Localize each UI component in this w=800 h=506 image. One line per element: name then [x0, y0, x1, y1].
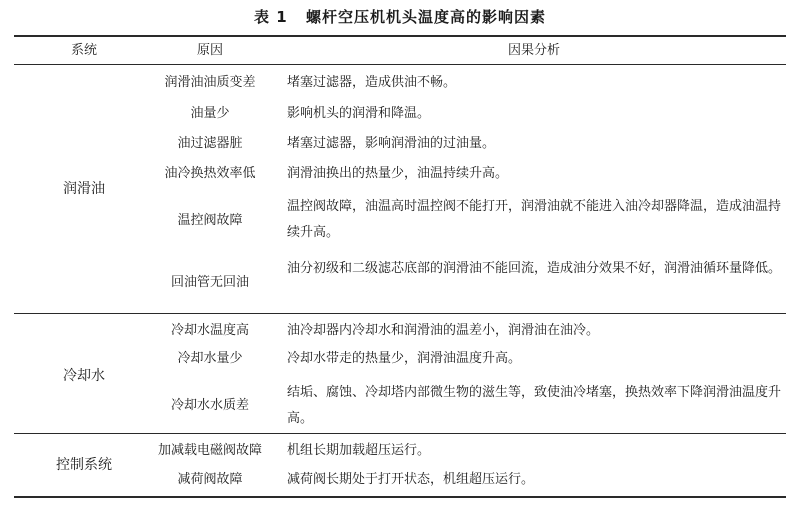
system-cell: 润滑油	[63, 181, 105, 197]
analysis-cell: 减荷阀长期处于打开状态，机组超压运行。	[287, 472, 535, 487]
group-divider-rule	[14, 433, 786, 434]
table-top-rule	[14, 35, 786, 37]
analysis-cell: 润滑油换出的热量少，油温持续升高。	[287, 166, 509, 181]
reason-cell: 回油管无回油	[170, 275, 249, 290]
analysis-cell: 油分初级和二级滤芯底部的润滑油不能回流，造成油分效果不好，润滑油循环量降低。	[287, 261, 782, 276]
reason-cell: 冷却水水质差	[170, 398, 249, 413]
system-cell: 冷却水	[63, 368, 105, 384]
reason-cell: 冷却水温度高	[170, 323, 249, 338]
analysis-cell: 机组长期加载超压运行。	[287, 443, 431, 458]
header-reason: 原因	[196, 43, 223, 58]
analysis-cell: 温控阀故障，油温高时温控阀不能打开，润滑油就不能进入油冷却器降温，造成油温持续升高。	[287, 199, 782, 240]
analysis-cell: 影响机头的润滑和降温。	[287, 106, 431, 121]
table-caption-number: 表 1	[254, 8, 288, 26]
group-divider-rule	[14, 313, 786, 314]
table-caption	[0, 6, 800, 27]
reason-cell: 温控阀故障	[177, 213, 243, 228]
analysis-cell: 结垢、腐蚀、冷却塔内部微生物的滋生等，致使油冷堵塞，换热效率下降润滑油温度升高。	[287, 385, 782, 426]
table-bottom-rule	[14, 496, 786, 498]
reason-cell: 冷却水量少	[177, 351, 243, 366]
reason-cell: 油过滤器脏	[177, 136, 243, 151]
system-cell: 控制系统	[56, 457, 112, 473]
header-system: 系统	[70, 43, 97, 58]
reason-cell: 减荷阀故障	[177, 472, 243, 487]
reason-cell: 油量少	[190, 106, 230, 121]
analysis-cell: 堵塞过滤器，造成供油不畅。	[287, 75, 457, 90]
analysis-cell: 堵塞过滤器，影响润滑油的过油量。	[287, 136, 496, 151]
header-bottom-rule	[14, 64, 786, 65]
table-caption-title: 螺杆空压机机头温度高的影响因素	[305, 8, 546, 26]
analysis-cell: 冷却水带走的热量少，润滑油温度升高。	[287, 351, 522, 366]
reason-cell: 油冷换热效率低	[164, 166, 256, 181]
reason-cell: 加减载电磁阀故障	[157, 443, 262, 458]
analysis-cell: 油冷却器内冷却水和润滑油的温差小，润滑油在油冷。	[287, 323, 600, 338]
reason-cell: 润滑油油质变差	[164, 75, 256, 90]
header-analysis: 因果分析	[507, 43, 560, 58]
